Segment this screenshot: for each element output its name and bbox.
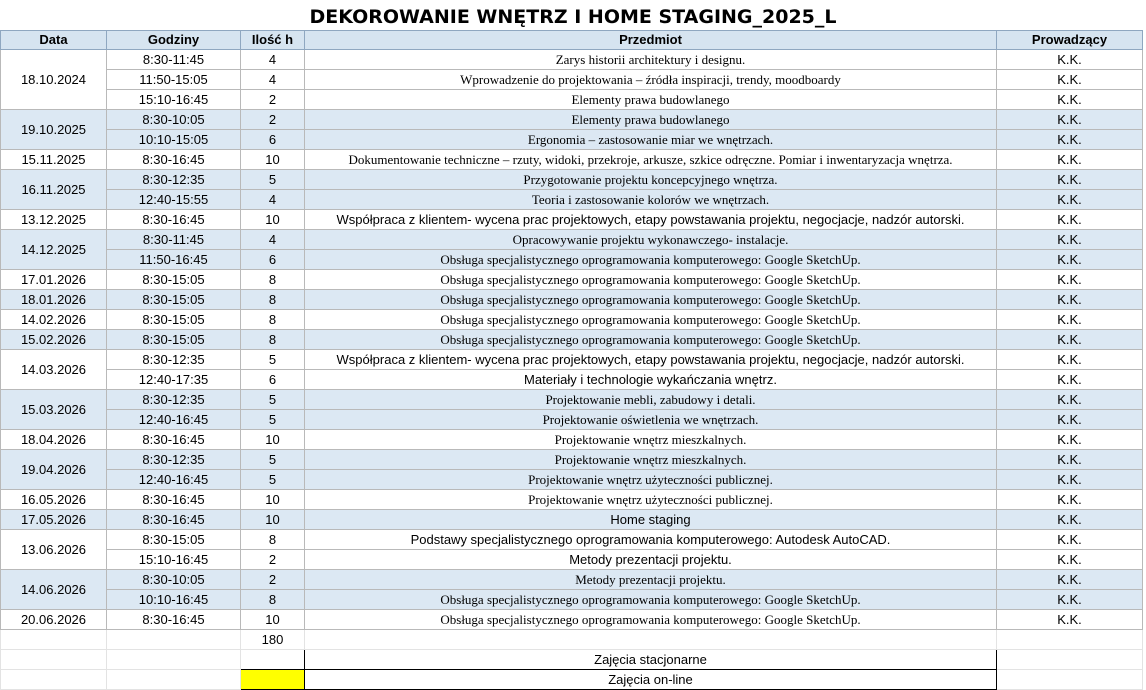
table-row — [1, 430, 1143, 450]
header-subject[interactable]: Przedmiot — [305, 31, 997, 50]
empty-cell[interactable] — [1, 670, 107, 690]
table-row — [1, 50, 1143, 70]
cell-hours[interactable]: 8:30-15:05 — [107, 530, 241, 550]
cell-hours[interactable]: 8:30-12:35 — [107, 450, 241, 470]
cell-lecturer[interactable]: K.K. — [997, 410, 1143, 430]
cell-hour-count[interactable]: 4 — [241, 190, 305, 210]
cell-hour-count[interactable]: 5 — [241, 350, 305, 370]
empty-cell[interactable] — [997, 630, 1143, 650]
table-row — [1, 530, 1143, 550]
table-row — [1, 230, 1143, 250]
cell-hour-count[interactable]: 8 — [241, 590, 305, 610]
cell-subject[interactable]: Projektowanie wnętrz mieszkalnych. — [305, 450, 997, 470]
cell-hour-count[interactable]: 4 — [241, 50, 305, 70]
table-row — [1, 590, 1143, 610]
empty-cell[interactable] — [997, 650, 1143, 670]
table-row — [1, 450, 1143, 470]
cell-date[interactable]: 17.05.2026 — [1, 510, 107, 530]
cell-hour-count[interactable]: 5 — [241, 170, 305, 190]
cell-lecturer[interactable]: K.K. — [997, 270, 1143, 290]
cell-subject[interactable]: Obsługa specjalistycznego oprogramowania komputerowego: Google SketchUp. — [305, 310, 997, 330]
cell-date[interactable]: 14.12.2025 — [1, 230, 107, 270]
legend-row-online — [1, 670, 1143, 690]
cell-hour-count[interactable]: 6 — [241, 130, 305, 150]
table-row — [1, 250, 1143, 270]
cell-subject[interactable]: Dokumentowanie techniczne – rzuty, widoki, przekroje, arkusze, szkice odręczne. Pomiar i inwentaryzacja wnętrza. — [305, 150, 997, 170]
cell-date[interactable]: 13.12.2025 — [1, 210, 107, 230]
cell-date[interactable]: 16.05.2026 — [1, 490, 107, 510]
cell-hours[interactable]: 12:40-16:45 — [107, 410, 241, 430]
cell-hour-count[interactable]: 6 — [241, 250, 305, 270]
cell-hour-count[interactable]: 2 — [241, 110, 305, 130]
cell-hours[interactable]: 8:30-16:45 — [107, 150, 241, 170]
cell-subject[interactable]: Obsługa specjalistycznego oprogramowania komputerowego: Google SketchUp. — [305, 610, 997, 630]
total-hours[interactable]: 180 — [241, 630, 305, 650]
cell-lecturer[interactable]: K.K. — [997, 290, 1143, 310]
cell-lecturer[interactable]: K.K. — [997, 530, 1143, 550]
cell-hour-count[interactable]: 10 — [241, 150, 305, 170]
table-row — [1, 330, 1143, 350]
cell-hours[interactable]: 8:30-16:45 — [107, 210, 241, 230]
cell-date[interactable]: 18.01.2026 — [1, 290, 107, 310]
table-row — [1, 170, 1143, 190]
table-row — [1, 390, 1143, 410]
cell-hour-count[interactable]: 10 — [241, 490, 305, 510]
cell-hour-count[interactable]: 2 — [241, 90, 305, 110]
page-title: DEKOROWANIE WNĘTRZ I HOME STAGING_2025_L — [309, 6, 837, 28]
cell-subject[interactable]: Opracowywanie projektu wykonawczego- instalacje. — [305, 230, 997, 250]
cell-subject[interactable]: Wprowadzenie do projektowania – źródła inspiracji, trendy, moodboardy — [305, 70, 997, 90]
cell-hours[interactable]: 8:30-15:05 — [107, 310, 241, 330]
table-row — [1, 610, 1143, 630]
cell-hours[interactable]: 8:30-12:35 — [107, 350, 241, 370]
cell-hours[interactable]: 8:30-16:45 — [107, 430, 241, 450]
cell-subject[interactable]: Elementy prawa budowlanego — [305, 110, 997, 130]
cell-hours[interactable]: 8:30-16:45 — [107, 610, 241, 630]
cell-hour-count[interactable]: 2 — [241, 570, 305, 590]
table-row — [1, 570, 1143, 590]
cell-subject[interactable]: Obsługa specjalistycznego oprogramowania komputerowego: Google SketchUp. — [305, 270, 997, 290]
cell-subject[interactable]: Metody prezentacji projektu. — [305, 550, 997, 570]
cell-lecturer[interactable]: K.K. — [997, 190, 1143, 210]
header-hours[interactable]: Godziny — [107, 31, 241, 50]
header-lecturer[interactable]: Prowadzący — [997, 31, 1143, 50]
table-row — [1, 350, 1143, 370]
cell-lecturer[interactable]: K.K. — [997, 70, 1143, 90]
table-row — [1, 370, 1143, 390]
table-row — [1, 190, 1143, 210]
cell-subject[interactable]: Obsługa specjalistycznego oprogramowania komputerowego: Google SketchUp. — [305, 590, 997, 610]
total-row — [1, 630, 1143, 650]
table-row — [1, 290, 1143, 310]
cell-subject[interactable]: Projektowanie wnętrz użyteczności publicznej. — [305, 470, 997, 490]
cell-date[interactable]: 14.03.2026 — [1, 350, 107, 390]
table-row — [1, 310, 1143, 330]
cell-date[interactable]: 19.04.2026 — [1, 450, 107, 490]
cell-date[interactable]: 13.06.2026 — [1, 530, 107, 570]
legend-row-stationary — [1, 650, 1143, 670]
empty-cell[interactable] — [107, 650, 241, 670]
cell-subject[interactable]: Współpraca z klientem- wycena prac projektowych, etapy powstawania projektu, negocjacje, nadzór autorski. — [305, 210, 997, 230]
cell-lecturer[interactable]: K.K. — [997, 370, 1143, 390]
cell-lecturer[interactable]: K.K. — [997, 130, 1143, 150]
cell-subject[interactable]: Projektowanie wnętrz użyteczności publicznej. — [305, 490, 997, 510]
cell-hour-count[interactable]: 5 — [241, 390, 305, 410]
cell-subject[interactable]: Obsługa specjalistycznego oprogramowania komputerowego: Google SketchUp. — [305, 250, 997, 270]
cell-hours[interactable]: 11:50-15:05 — [107, 70, 241, 90]
table-row — [1, 90, 1143, 110]
cell-lecturer[interactable]: K.K. — [997, 570, 1143, 590]
cell-lecturer[interactable]: K.K. — [997, 50, 1143, 70]
legend-swatch-stationary[interactable] — [241, 650, 305, 670]
cell-hours[interactable]: 8:30-10:05 — [107, 110, 241, 130]
cell-lecturer[interactable]: K.K. — [997, 490, 1143, 510]
table-row — [1, 270, 1143, 290]
cell-hours[interactable]: 8:30-10:05 — [107, 570, 241, 590]
cell-hours[interactable]: 8:30-11:45 — [107, 230, 241, 250]
cell-hour-count[interactable]: 10 — [241, 430, 305, 450]
cell-subject[interactable]: Podstawy specjalistycznego oprogramowania komputerowego: Autodesk AutoCAD. — [305, 530, 997, 550]
cell-hour-count[interactable]: 6 — [241, 370, 305, 390]
cell-hours[interactable]: 15:10-16:45 — [107, 550, 241, 570]
table-row — [1, 70, 1143, 90]
cell-lecturer[interactable]: K.K. — [997, 510, 1143, 530]
empty-cell[interactable] — [997, 670, 1143, 690]
cell-hours[interactable]: 8:30-15:05 — [107, 330, 241, 350]
header-hour-count[interactable]: Ilość h — [241, 31, 305, 50]
table-row — [1, 550, 1143, 570]
cell-lecturer[interactable]: K.K. — [997, 590, 1143, 610]
cell-date[interactable]: 16.11.2025 — [1, 170, 107, 210]
empty-cell[interactable] — [1, 630, 107, 650]
cell-date[interactable]: 14.02.2026 — [1, 310, 107, 330]
cell-subject[interactable]: Teoria i zastosowanie kolorów we wnętrzach. — [305, 190, 997, 210]
cell-hour-count[interactable]: 10 — [241, 510, 305, 530]
cell-date[interactable]: 18.04.2026 — [1, 430, 107, 450]
cell-hours[interactable]: 8:30-16:45 — [107, 490, 241, 510]
cell-subject[interactable]: Projektowanie wnętrz mieszkalnych. — [305, 430, 997, 450]
table-row — [1, 510, 1143, 530]
header-date[interactable]: Data — [1, 31, 107, 50]
cell-lecturer[interactable]: K.K. — [997, 330, 1143, 350]
cell-date[interactable]: 20.06.2026 — [1, 610, 107, 630]
cell-subject[interactable]: Projektowanie oświetlenia we wnętrzach. — [305, 410, 997, 430]
cell-date[interactable]: 19.10.2025 — [1, 110, 107, 150]
cell-hours[interactable]: 8:30-15:05 — [107, 270, 241, 290]
cell-date[interactable]: 15.02.2026 — [1, 330, 107, 350]
cell-lecturer[interactable]: K.K. — [997, 170, 1143, 190]
cell-hour-count[interactable]: 8 — [241, 290, 305, 310]
cell-date[interactable]: 17.01.2026 — [1, 270, 107, 290]
legend-label-stationary[interactable]: Zajęcia stacjonarne — [305, 650, 997, 670]
cell-date[interactable]: 14.06.2026 — [1, 570, 107, 610]
cell-lecturer[interactable]: K.K. — [997, 250, 1143, 270]
cell-hours[interactable]: 8:30-12:35 — [107, 390, 241, 410]
table-row — [1, 470, 1143, 490]
cell-lecturer[interactable]: K.K. — [997, 110, 1143, 130]
legend-swatch-online[interactable] — [241, 670, 305, 690]
cell-lecturer[interactable]: K.K. — [997, 450, 1143, 470]
cell-lecturer[interactable]: K.K. — [997, 610, 1143, 630]
table-row — [1, 490, 1143, 510]
cell-lecturer[interactable]: K.K. — [997, 470, 1143, 490]
cell-hour-count[interactable]: 4 — [241, 70, 305, 90]
cell-date[interactable]: 15.03.2026 — [1, 390, 107, 430]
cell-hour-count[interactable]: 5 — [241, 410, 305, 430]
cell-hour-count[interactable]: 8 — [241, 330, 305, 350]
cell-date[interactable]: 18.10.2024 — [1, 50, 107, 110]
cell-subject[interactable]: Metody prezentacji projektu. — [305, 570, 997, 590]
cell-hours[interactable]: 8:30-11:45 — [107, 50, 241, 70]
schedule-table — [0, 30, 1143, 690]
cell-lecturer[interactable]: K.K. — [997, 230, 1143, 250]
cell-lecturer[interactable]: K.K. — [997, 390, 1143, 410]
cell-hours[interactable]: 12:40-17:35 — [107, 370, 241, 390]
empty-cell[interactable] — [107, 670, 241, 690]
cell-subject[interactable]: Współpraca z klientem- wycena prac projektowych, etapy powstawania projektu, negocjacje, nadzór autorski. — [305, 350, 997, 370]
cell-hour-count[interactable]: 8 — [241, 270, 305, 290]
cell-hour-count[interactable]: 2 — [241, 550, 305, 570]
cell-hours[interactable]: 12:40-15:55 — [107, 190, 241, 210]
cell-hours[interactable]: 8:30-16:45 — [107, 510, 241, 530]
table-row — [1, 410, 1143, 430]
empty-cell[interactable] — [305, 630, 997, 650]
cell-subject[interactable]: Materiały i technologie wykańczania wnętrz. — [305, 370, 997, 390]
empty-cell[interactable] — [1, 650, 107, 670]
cell-hour-count[interactable]: 4 — [241, 230, 305, 250]
cell-hours[interactable]: 11:50-16:45 — [107, 250, 241, 270]
cell-subject[interactable]: Przygotowanie projektu koncepcyjnego wnętrza. — [305, 170, 997, 190]
cell-subject[interactable]: Zarys historii architektury i designu. — [305, 50, 997, 70]
cell-hour-count[interactable]: 5 — [241, 450, 305, 470]
cell-subject[interactable]: Home staging — [305, 510, 997, 530]
cell-lecturer[interactable]: K.K. — [997, 550, 1143, 570]
cell-date[interactable]: 15.11.2025 — [1, 150, 107, 170]
cell-subject[interactable]: Elementy prawa budowlanego — [305, 90, 997, 110]
cell-lecturer[interactable]: K.K. — [997, 350, 1143, 370]
legend-label-online[interactable]: Zajęcia on-line — [305, 670, 997, 690]
cell-hours[interactable]: 10:10-16:45 — [107, 590, 241, 610]
cell-lecturer[interactable]: K.K. — [997, 150, 1143, 170]
cell-subject[interactable]: Projektowanie mebli, zabudowy i detali. — [305, 390, 997, 410]
cell-lecturer[interactable]: K.K. — [997, 210, 1143, 230]
empty-cell[interactable] — [107, 630, 241, 650]
cell-hours[interactable]: 8:30-15:05 — [107, 290, 241, 310]
cell-subject[interactable]: Ergonomia – zastosowanie miar we wnętrzach. — [305, 130, 997, 150]
table-row — [1, 110, 1143, 130]
cell-hours[interactable]: 8:30-12:35 — [107, 170, 241, 190]
table-row — [1, 130, 1143, 150]
cell-hour-count[interactable]: 8 — [241, 310, 305, 330]
cell-hours[interactable]: 10:10-15:05 — [107, 130, 241, 150]
cell-hour-count[interactable]: 5 — [241, 470, 305, 490]
cell-subject[interactable]: Obsługa specjalistycznego oprogramowania komputerowego: Google SketchUp. — [305, 290, 997, 310]
cell-lecturer[interactable]: K.K. — [997, 430, 1143, 450]
cell-lecturer[interactable]: K.K. — [997, 310, 1143, 330]
header-row — [1, 31, 1143, 50]
cell-hour-count[interactable]: 10 — [241, 610, 305, 630]
table-row — [1, 150, 1143, 170]
cell-lecturer[interactable]: K.K. — [997, 90, 1143, 110]
table-row — [1, 210, 1143, 230]
cell-subject[interactable]: Obsługa specjalistycznego oprogramowania komputerowego: Google SketchUp. — [305, 330, 997, 350]
cell-hour-count[interactable]: 8 — [241, 530, 305, 550]
cell-hours[interactable]: 15:10-16:45 — [107, 90, 241, 110]
cell-hours[interactable]: 12:40-16:45 — [107, 470, 241, 490]
cell-hour-count[interactable]: 10 — [241, 210, 305, 230]
